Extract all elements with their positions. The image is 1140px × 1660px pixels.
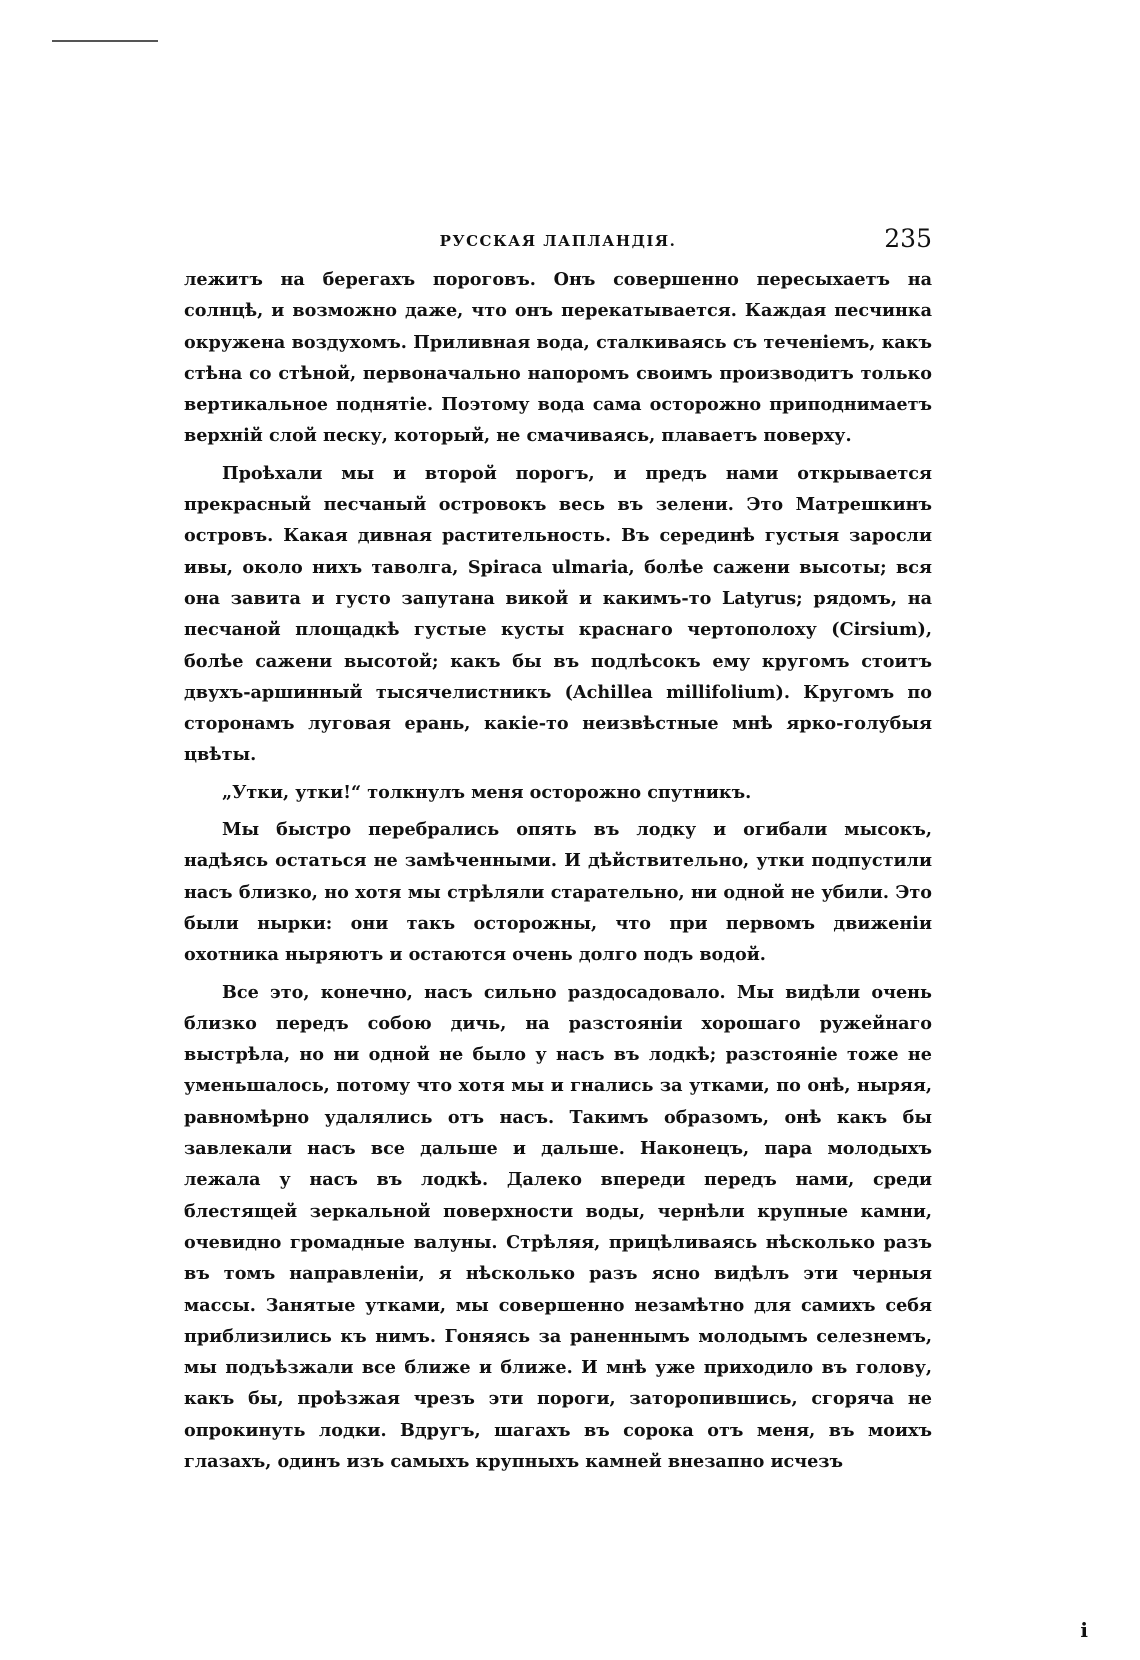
paragraph: „Утки, утки!“ толкнулъ меня осторожно спутникъ. (222, 781, 752, 803)
paragraph: Мы быстро перебрались опять въ лодку и огибали мысокъ, надѣясь остаться не замѣченными. И дѣйствительно, утки подпустили насъ близко, но хотя мы стрѣляли старательно, ни одной не убили. Это были нырки: они такъ осторожны, что при первомъ движеніи охотника ныряютъ и остаются очень долго подъ водой. (184, 819, 932, 966)
top-margin-rule (52, 40, 158, 42)
running-title: РУССКАЯ ЛАПЛАНДІЯ. (439, 232, 677, 250)
paragraph: лежитъ на берегахъ пороговъ. Онъ совершенно пересыхаетъ на солнцѣ, и возможно даже, что онъ перекатывается. Каждая песчинка окружена воздухомъ. Приливная вода, сталкиваясь съ теченіемъ, какъ стѣна со стѣной, первоначально напоромъ своимъ производитъ только вертикальное поднятіе. Поэтому вода сама осторожно приподнимаетъ верхній слой песку, который, не смачиваясь, плаваетъ поверху. (184, 269, 932, 447)
body-text (184, 264, 932, 1477)
running-head (184, 224, 932, 260)
margin-mark: ⅰ (1080, 1618, 1088, 1642)
paragraph: Все это, конечно, насъ сильно раздосадовало. Мы видѣли очень близко передъ собою дичь, на разстояніи хорошаго ружейнаго выстрѣла, но ни одной не было у насъ въ лодкѣ; разстояніе тоже не уменьшалось, потому что хотя мы и гнались за утками, по онѣ, ныряя, равномѣрно удалялись отъ насъ. Такимъ образомъ, онѣ какъ бы завлекали насъ все дальше и дальше. Наконецъ, пара молодыхъ лежала у насъ въ лодкѣ. Далеко впереди передъ нами, среди блестящей зеркальной поверхности воды, чернѣли крупные камни, очевидно громадные валуны. Стрѣляя, прицѣливаясь нѣсколько разъ въ томъ направленіи, я нѣсколько разъ ясно видѣлъ эти черныя массы. Занятые утками, мы совершенно незамѣтно для самихъ себя приблизились къ нимъ. Гоняясь за раненнымъ молодымъ селезнемъ, мы подъѣзжали все ближе и ближе. И мнѣ уже приходило въ голову, какъ бы, проѣзжая чрезъ эти пороги, заторопившись, сгоряча не опрокинуть лодки. Вдругъ, шагахъ въ сорока отъ меня, въ моихъ глазахъ, одинъ изъ самыхъ крупныхъ камней внезапно исчезъ (184, 981, 932, 1472)
paragraph: Проѣхали мы и второй порогъ, и предъ нами открывается прекрасный песчаный островокъ весь въ зелени. Это Матрешкинъ островъ. Какая дивная растительность. Въ серединѣ густыя заросли ивы, около нихъ таволга, Spiraca ulmaria, болѣе сажени высоты; вся она завита и густо запутана викой и какимъ-то Latyrus; рядомъ, на песчаной площадкѣ густые кусты краснаго чертополоху (Cirsium), болѣе сажени высотой; какъ бы въ подлѣсокъ ему кругомъ стоитъ двухъ-аршинный тысячелистникъ (Achillea millifolium). Кругомъ по сторонамъ луговая ерань, какіе-то неизвѣстные мнѣ ярко-голубыя цвѣты. (184, 462, 932, 766)
book-page (184, 224, 932, 1483)
page-number: 235 (884, 224, 932, 253)
